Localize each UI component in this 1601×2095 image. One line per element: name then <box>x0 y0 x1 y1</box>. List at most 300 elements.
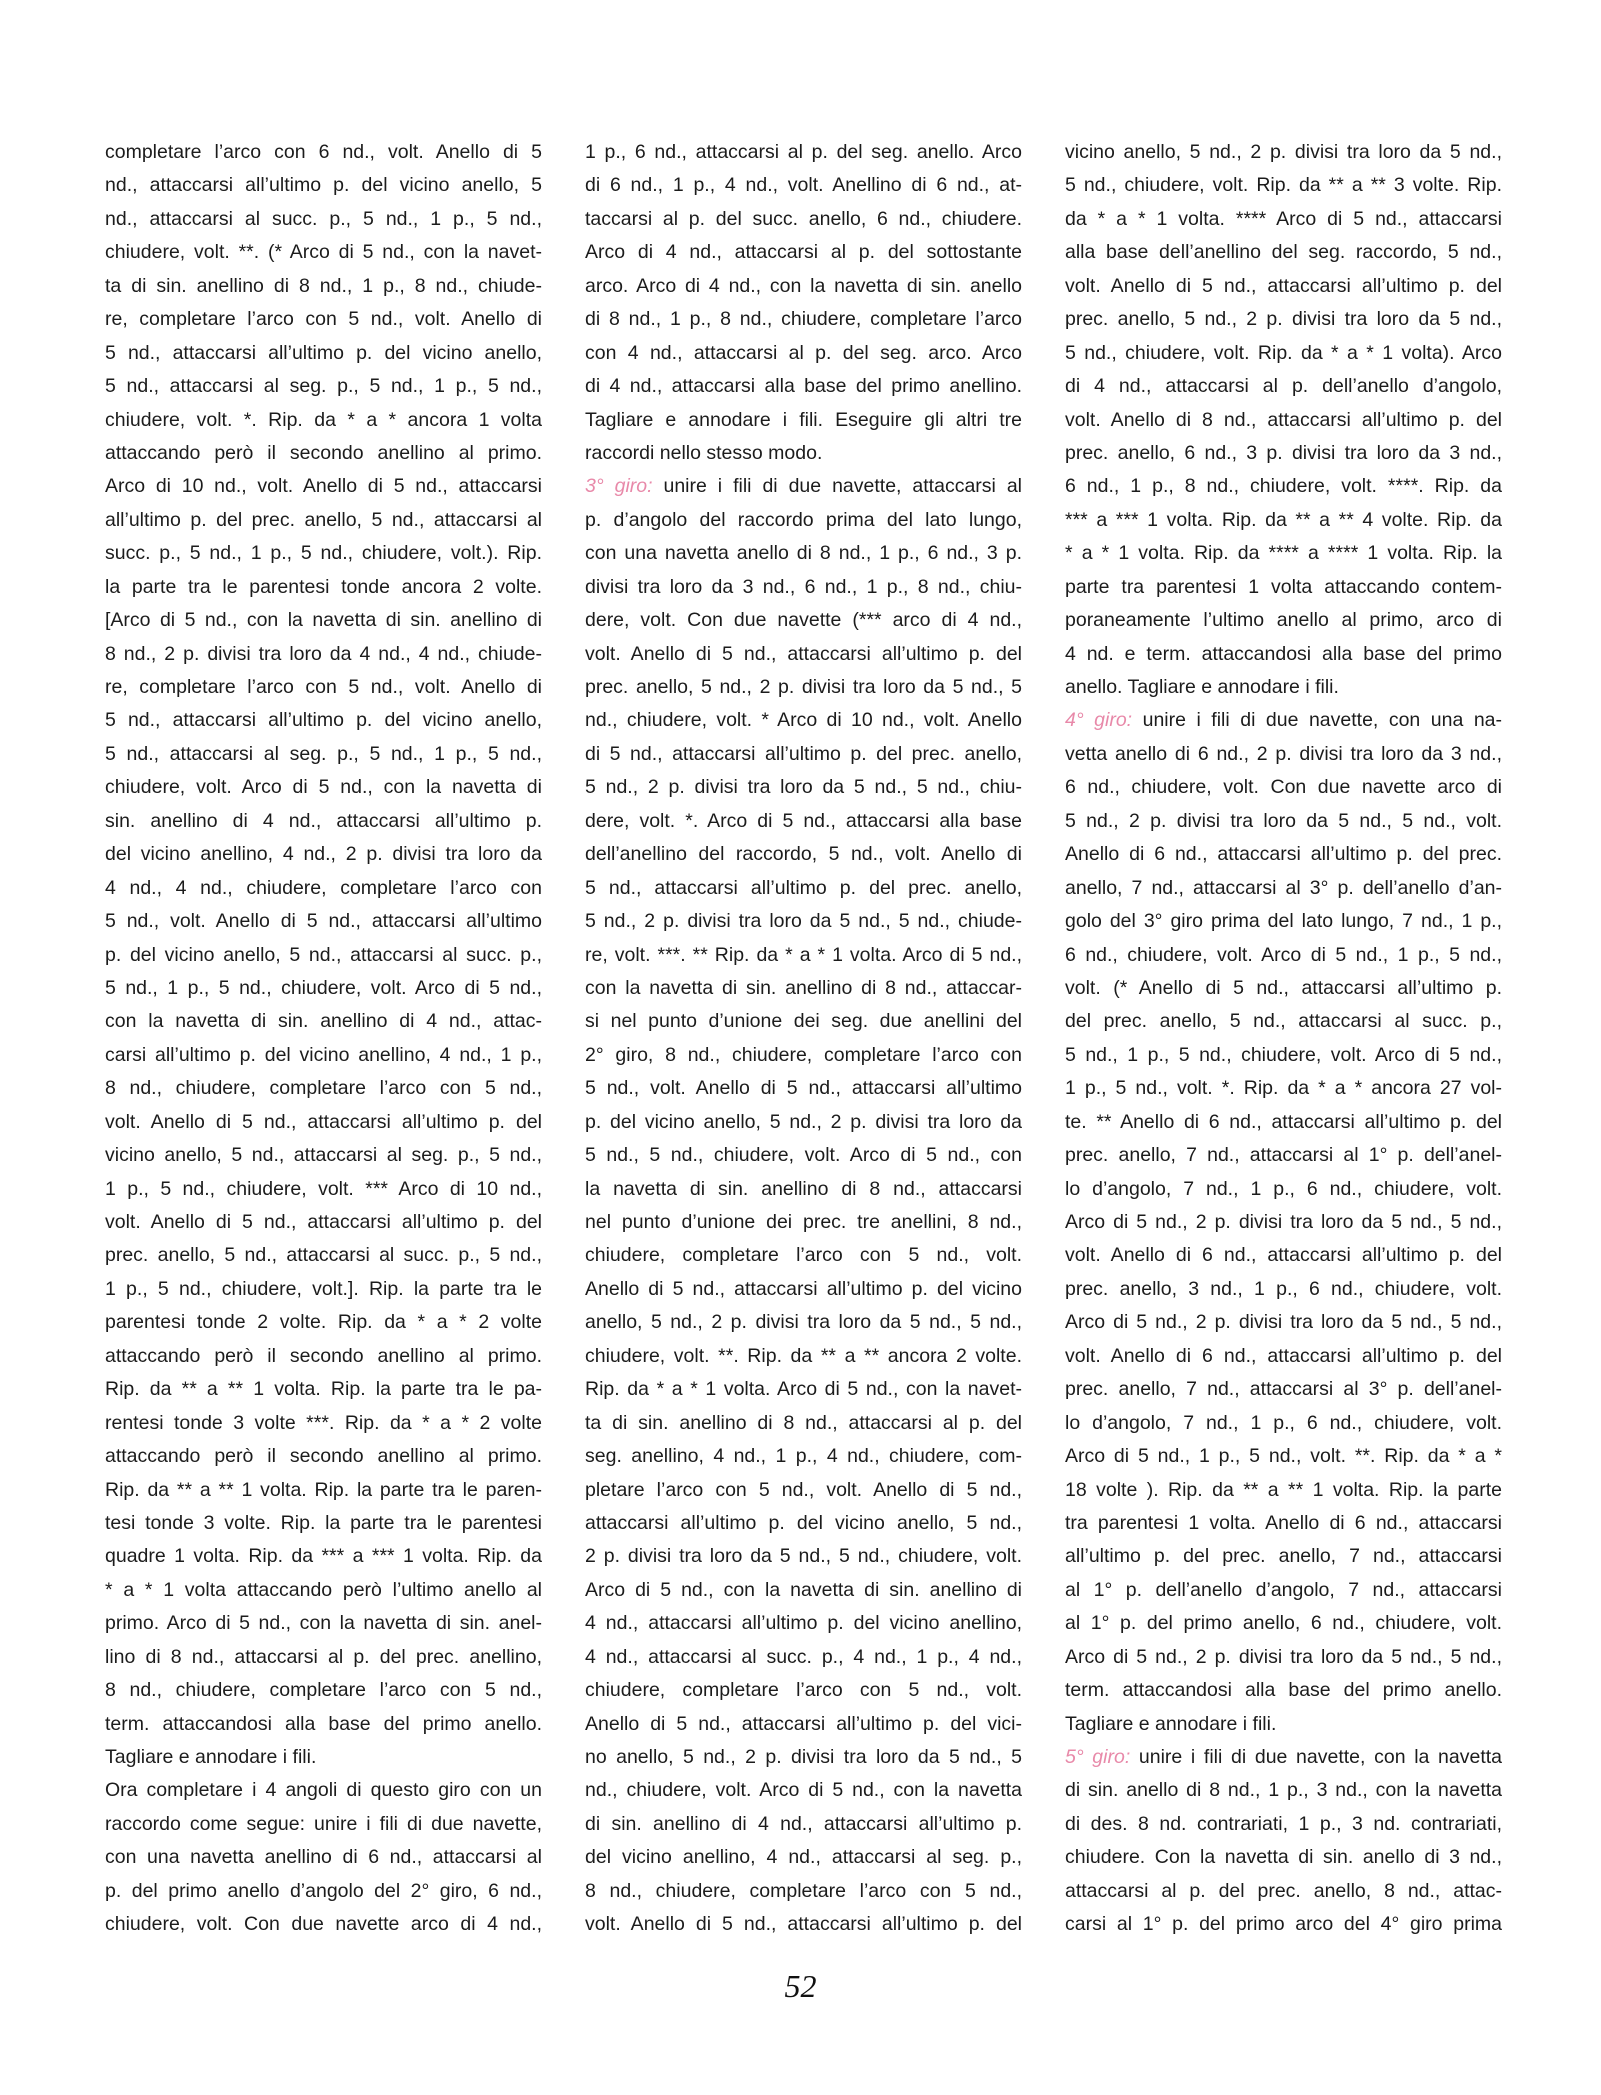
text-run: 4 nd., 4 nd., chiudere, completare l’arco con <box>105 876 542 899</box>
text-run: Tagliare e annodare i fili. Eseguire gli altri tre <box>585 408 1022 431</box>
text-run: attaccarsi al p. del prec. anello, 8 nd., attac- <box>1065 1879 1502 1902</box>
text-line <box>585 136 1022 169</box>
text-line <box>105 704 542 737</box>
text-run: rentesi tonde 3 volte ***. Rip. da * a * 2 volte <box>105 1411 542 1434</box>
text-line <box>105 1239 542 1272</box>
text-run: chiudere, volt. Arco di 5 nd., con la navetta di <box>105 776 542 799</box>
giro-heading: 5° giro: <box>1065 1746 1131 1768</box>
text-run: attaccando però il secondo anellino al primo. <box>105 1344 542 1367</box>
text-line <box>585 1407 1022 1440</box>
text-line <box>105 1407 542 1440</box>
text-line <box>105 1340 542 1373</box>
text-run: di 6 nd., 1 p., 4 nd., volt. Anellino di 6 nd., at- <box>585 174 1022 197</box>
text-line <box>1065 1841 1502 1874</box>
text-line <box>105 872 542 905</box>
text-line <box>585 1507 1022 1540</box>
text-line <box>1065 704 1502 737</box>
text-run: Arco di 4 nd., attaccarsi al p. del sottostante <box>585 241 1022 264</box>
text-line <box>105 671 542 704</box>
text-run: chiudere, volt. *. Rip. da * a * ancora 1 volta <box>105 408 542 431</box>
text-run: volt. Anello di 5 nd., attaccarsi all’ultimo p. del <box>1065 274 1502 297</box>
text-run: chiudere, volt. **. Rip. da ** a ** ancora 2 volte. <box>585 1344 1022 1367</box>
text-line <box>585 1774 1022 1807</box>
text-run: volt. Anello di 5 nd., attaccarsi all’ultimo p. del <box>105 1211 542 1233</box>
text-run: volt. Anello di 6 nd., attaccarsi all’ultimo p. del <box>1065 1244 1502 1267</box>
text-line <box>105 1206 542 1239</box>
text-run: 4 nd., attaccarsi all’ultimo p. del vicino anellino, <box>585 1612 1022 1635</box>
text-run: 5 nd., chiudere, volt. Rip. da * a * 1 volta). Arco <box>1065 341 1502 364</box>
text-run: 6 nd., chiudere, volt. Arco di 5 nd., 1 p., 5 nd., <box>1065 943 1502 966</box>
text-line <box>105 972 542 1005</box>
text-run: 5 nd., 1 p., 5 nd., chiudere, volt. Arco di 5 nd., <box>105 976 542 999</box>
text-run: tesi tonde 3 volte. Rip. la parte tra le parentesi <box>105 1511 542 1534</box>
text-line <box>585 1173 1022 1206</box>
text-line <box>585 1741 1022 1774</box>
text-line <box>585 1005 1022 1038</box>
article-text <box>105 136 1502 1942</box>
text-run: 1 p., 5 nd., volt. *. Rip. da * a * ancora 27 vol- <box>1065 1077 1502 1100</box>
text-line <box>585 1841 1022 1874</box>
text-run: nd., chiudere, volt. Arco di 5 nd., con la navetta <box>585 1779 1022 1802</box>
text-line <box>1065 805 1502 838</box>
text-run: vicino anello, 5 nd., attaccarsi al seg. p., 5 nd., <box>105 1144 542 1167</box>
text-line <box>1065 1507 1502 1540</box>
text-line <box>105 404 542 437</box>
text-line <box>105 1005 542 1038</box>
text-run: Rip. da * a * 1 volta. Arco di 5 nd., con la navet- <box>585 1378 1022 1401</box>
text-run: prec. anello, 7 nd., attaccarsi al 1° p. dell’anel- <box>1065 1144 1502 1167</box>
text-line <box>585 905 1022 938</box>
text-line <box>585 1273 1022 1306</box>
giro-heading: 3° giro: <box>585 475 653 498</box>
text-line <box>585 470 1022 503</box>
text-line <box>585 1574 1022 1607</box>
text-run: attaccarsi all’ultimo p. del vicino anello, 5 nd., <box>585 1511 1022 1534</box>
text-column-1 <box>105 136 542 1942</box>
text-line <box>105 1708 542 1741</box>
text-run: si nel punto d’unione dei seg. due anellini del <box>585 1010 1022 1033</box>
text-run: 5 nd., attaccarsi al seg. p., 5 nd., 1 p., 5 nd., <box>105 742 542 765</box>
text-run: no anello, 5 nd., 2 p. divisi tra loro da 5 nd., 5 <box>585 1746 1022 1768</box>
text-line <box>105 370 542 403</box>
text-line <box>585 805 1022 838</box>
text-run: 5 nd., 5 nd., chiudere, volt. Arco di 5 nd., con <box>585 1144 1022 1167</box>
text-line <box>1065 270 1502 303</box>
text-line <box>105 1741 542 1774</box>
text-run: nel punto d’unione dei prec. tre anellini, 8 nd., <box>585 1211 1022 1233</box>
text-line <box>105 604 542 637</box>
text-run: re, completare l’arco con 5 nd., volt. Anello di <box>105 308 542 331</box>
text-run: p. del vicino anello, 5 nd., attaccarsi al succ. p., <box>105 943 542 966</box>
text-line <box>1065 838 1502 871</box>
text-run: 2 p. divisi tra loro da 5 nd., 5 nd., chiudere, volt. <box>585 1545 1022 1568</box>
text-run: di 4 nd., attaccarsi alla base del primo anellino. <box>585 375 1022 398</box>
text-line <box>105 1273 542 1306</box>
text-run: del prec. anello, 5 nd., attaccarsi al succ. p., <box>1065 1010 1502 1033</box>
text-run: Anello di 5 nd., attaccarsi all’ultimo p. del vicino <box>585 1277 1022 1300</box>
text-line <box>585 337 1022 370</box>
text-run: 5 nd., volt. Anello di 5 nd., attaccarsi all’ultimo <box>585 1077 1022 1100</box>
text-line <box>1065 537 1502 570</box>
text-line <box>585 1641 1022 1674</box>
text-line <box>1065 470 1502 503</box>
text-line <box>1065 604 1502 637</box>
text-run: 5 nd., 1 p., 5 nd., chiudere, volt. Arco di 5 nd., <box>1065 1043 1502 1066</box>
text-line <box>1065 1173 1502 1206</box>
text-line <box>105 1507 542 1540</box>
text-run: con la navetta di sin. anellino di 8 nd., attaccar- <box>585 976 1022 999</box>
text-line <box>1065 1306 1502 1339</box>
text-run: succ. p., 5 nd., 1 p., 5 nd., chiudere, volt.). Rip. <box>105 542 542 565</box>
text-line <box>585 1306 1022 1339</box>
text-run: unire i fili di due navette, con una na- <box>1132 709 1502 732</box>
text-line <box>585 939 1022 972</box>
text-line <box>105 771 542 804</box>
text-run: alla base dell’anellino del seg. raccordo, 5 nd., <box>1065 241 1502 264</box>
text-run: con la navetta di sin. anellino di 4 nd., attac- <box>105 1010 542 1033</box>
text-line <box>1065 1908 1502 1941</box>
text-line <box>585 638 1022 671</box>
text-line <box>585 504 1022 537</box>
text-run: 1 p., 5 nd., chiudere, volt. *** Arco di 10 nd., <box>105 1177 542 1200</box>
text-run: 5 nd., attaccarsi all’ultimo p. del prec. anello, <box>585 876 1022 899</box>
text-line <box>585 1139 1022 1172</box>
text-run: con una navetta anello di 8 nd., 1 p., 6 nd., 3 p. <box>585 542 1022 565</box>
text-line <box>1065 1574 1502 1607</box>
text-run: seg. anellino, 4 nd., 1 p., 4 nd., chiudere, com- <box>585 1445 1022 1468</box>
text-line <box>105 337 542 370</box>
text-run: Arco di 5 nd., 2 p. divisi tra loro da 5 nd., 5 nd., <box>1065 1645 1502 1668</box>
text-line <box>585 1072 1022 1105</box>
text-run: anello, 7 nd., attaccarsi al 3° p. dell’anello d’an- <box>1065 876 1502 899</box>
text-run: parentesi tonde 2 volte. Rip. da * a * 2 volte <box>105 1311 542 1334</box>
text-run: sin. anellino di 4 nd., attaccarsi all’ultimo p. <box>105 809 542 832</box>
text-line <box>1065 1774 1502 1807</box>
text-line <box>1065 1607 1502 1640</box>
text-run: dere, volt. *. Arco di 5 nd., attaccarsi alla base <box>585 809 1022 832</box>
text-run: 5 nd., attaccarsi all’ultimo p. del vicino anello, <box>105 709 542 732</box>
text-column-3 <box>1065 136 1502 1942</box>
text-run: re, volt. ***. ** Rip. da * a * 1 volta. Arco di 5 nd., <box>585 943 1022 966</box>
text-run: 5 nd., attaccarsi all’ultimo p. del vicino anello, <box>105 341 542 364</box>
text-line <box>585 1808 1022 1841</box>
text-line <box>585 1708 1022 1741</box>
text-run: prec. anello, 6 nd., 3 p. divisi tra loro da 3 nd., <box>1065 441 1502 464</box>
text-line <box>105 1808 542 1841</box>
text-run: completare l’arco con 6 nd., volt. Anello di 5 <box>105 141 542 163</box>
text-run: con 4 nd., attaccarsi al p. del seg. arco. Arco <box>585 341 1022 364</box>
text-line <box>585 303 1022 336</box>
text-line <box>1065 638 1502 671</box>
text-run: all’ultimo p. del prec. anello, 5 nd., attaccarsi al <box>105 508 542 531</box>
text-line <box>1065 169 1502 202</box>
text-run: attaccando però il secondo anellino al primo. <box>105 441 542 464</box>
text-line <box>1065 136 1502 169</box>
text-run: arco. Arco di 4 nd., con la navetta di sin. anello <box>585 274 1022 297</box>
text-run: raccordo come segue: unire i fili di due navette, <box>105 1812 542 1835</box>
text-run: lo d’angolo, 7 nd., 1 p., 6 nd., chiudere, volt. <box>1065 1411 1502 1434</box>
text-line <box>105 169 542 202</box>
text-run: ta di sin. anellino di 8 nd., 1 p., 8 nd., chiude- <box>105 274 542 297</box>
text-line <box>1065 504 1502 537</box>
text-line <box>1065 1474 1502 1507</box>
text-run: vicino anello, 5 nd., 2 p. divisi tra loro da 5 nd., <box>1065 141 1502 163</box>
text-run: 1 p., 5 nd., chiudere, volt.]. Rip. la parte tra le <box>105 1277 542 1300</box>
text-run: 4 nd. e term. attaccandosi alla base del primo <box>1065 642 1502 665</box>
text-run: volt. (* Anello di 5 nd., attaccarsi all’ultimo p. <box>1065 976 1502 999</box>
text-run: la parte tra le parentesi tonde ancora 2 volte. <box>105 575 542 598</box>
text-run: prec. anello, 3 nd., 1 p., 6 nd., chiudere, volt. <box>1065 1277 1502 1300</box>
text-line <box>105 1306 542 1339</box>
text-line <box>1065 1206 1502 1239</box>
text-line <box>585 169 1022 202</box>
text-run: vetta anello di 6 nd., 2 p. divisi tra loro da 3 nd., <box>1065 742 1502 765</box>
text-line <box>1065 905 1502 938</box>
text-run: 5 nd., 2 p. divisi tra loro da 5 nd., 5 nd., chiude- <box>585 910 1022 933</box>
text-line <box>585 537 1022 570</box>
text-run: 8 nd., 2 p. divisi tra loro da 4 nd., 4 nd., chiude- <box>105 642 542 665</box>
text-line <box>105 1607 542 1640</box>
text-run: 2° giro, 8 nd., chiudere, completare l’arco con <box>585 1043 1022 1066</box>
text-run: di 8 nd., 1 p., 8 nd., chiudere, completare l’arco <box>585 308 1022 331</box>
text-line <box>1065 404 1502 437</box>
text-line <box>1065 972 1502 1005</box>
text-line <box>1065 1440 1502 1473</box>
text-line <box>1065 370 1502 403</box>
text-line <box>585 604 1022 637</box>
text-run: 8 nd., chiudere, completare l’arco con 5 nd., <box>585 1879 1022 1902</box>
text-line <box>585 370 1022 403</box>
text-line <box>1065 671 1502 704</box>
text-line <box>1065 1239 1502 1272</box>
text-line <box>105 303 542 336</box>
text-line <box>105 236 542 269</box>
text-line <box>1065 771 1502 804</box>
text-run: volt. Anello di 8 nd., attaccarsi all’ultimo p. del <box>1065 408 1502 431</box>
text-line <box>585 972 1022 1005</box>
text-run: di 4 nd., attaccarsi al p. dell’anello d’angolo, <box>1065 375 1502 398</box>
text-run: Tagliare e annodare i fili. <box>105 1746 317 1768</box>
text-run: nd., chiudere, volt. * Arco di 10 nd., volt. Anello <box>585 709 1022 732</box>
text-run: 5 nd., volt. Anello di 5 nd., attaccarsi all’ultimo <box>105 910 542 933</box>
text-line <box>105 537 542 570</box>
text-run: Arco di 5 nd., 2 p. divisi tra loro da 5 nd., 5 nd., <box>1065 1311 1502 1334</box>
text-line <box>585 236 1022 269</box>
text-run: Anello di 5 nd., attaccarsi all’ultimo p. del vici- <box>585 1712 1022 1735</box>
text-run: anello. Tagliare e annodare i fili. <box>1065 676 1339 698</box>
giro-heading: 4° giro: <box>1065 709 1133 732</box>
text-line <box>585 1540 1022 1573</box>
text-run: te. ** Anello di 6 nd., attaccarsi all’ultimo p. del <box>1065 1110 1502 1133</box>
text-line <box>1065 738 1502 771</box>
text-line <box>105 838 542 871</box>
text-line <box>1065 1273 1502 1306</box>
text-run: Arco di 10 nd., volt. Anello di 5 nd., attaccarsi <box>105 475 542 498</box>
text-line <box>105 1440 542 1473</box>
text-run: [Arco di 5 nd., con la navetta di sin. anellino di <box>105 609 542 632</box>
text-line <box>585 738 1022 771</box>
text-run: parte tra parentesi 1 volta attaccando contem- <box>1065 575 1502 598</box>
text-run: all’ultimo p. del prec. anello, 7 nd., attaccarsi <box>1065 1545 1502 1568</box>
text-line <box>105 1139 542 1172</box>
text-run: del vicino anellino, 4 nd., 2 p. divisi tra loro da <box>105 843 542 866</box>
text-run: tra parentesi 1 volta. Anello di 6 nd., attaccarsi <box>1065 1511 1502 1534</box>
text-line <box>105 1875 542 1908</box>
text-line <box>585 1674 1022 1707</box>
text-run: unire i fili di due navette, con la navetta <box>1130 1746 1502 1768</box>
text-run: volt. Anello di 6 nd., attaccarsi all’ultimo p. del <box>1065 1344 1502 1367</box>
text-run: pletare l’arco con 5 nd., volt. Anello di 5 nd., <box>585 1478 1022 1501</box>
text-run: lo d’angolo, 7 nd., 1 p., 6 nd., chiudere, volt. <box>1065 1177 1502 1200</box>
text-run: 5 nd., 2 p. divisi tra loro da 5 nd., 5 nd., chiu- <box>585 776 1022 799</box>
text-line <box>585 1440 1022 1473</box>
text-run: di des. 8 nd. contrariati, 1 p., 3 nd. contrariati, <box>1065 1812 1502 1835</box>
text-line <box>1065 939 1502 972</box>
text-column-2 <box>585 136 1022 1942</box>
text-run: 6 nd., chiudere, volt. Con due navette arco di <box>1065 776 1502 799</box>
text-run: prec. anello, 5 nd., attaccarsi al succ. p., 5 nd., <box>105 1244 542 1267</box>
text-line <box>1065 1708 1502 1741</box>
text-run: carsi all’ultimo p. del vicino anellino, 4 nd., 1 p., <box>105 1043 542 1066</box>
text-run: p. del primo anello d’angolo del 2° giro, 6 nd., <box>105 1879 542 1902</box>
text-run: prec. anello, 5 nd., 2 p. divisi tra loro da 5 nd., 5 <box>585 676 1022 698</box>
text-line <box>1065 1741 1502 1774</box>
text-run: taccarsi al p. del succ. anello, 6 nd., chiudere. <box>585 207 1022 230</box>
text-line <box>585 704 1022 737</box>
text-line <box>585 203 1022 236</box>
text-run: chiudere, completare l’arco con 5 nd., volt. <box>585 1679 1022 1702</box>
text-run: Arco di 5 nd., 1 p., 5 nd., volt. **. Rip. da * a * <box>1065 1445 1502 1468</box>
text-run: p. d’angolo del raccordo prima del lato lungo, <box>585 508 1022 531</box>
text-line <box>105 1072 542 1105</box>
text-run: 4 nd., attaccarsi al succ. p., 4 nd., 1 p., 4 nd., <box>585 1645 1022 1668</box>
text-line <box>585 1206 1022 1239</box>
text-run: da * a * 1 volta. **** Arco di 5 nd., attaccarsi <box>1065 207 1502 230</box>
text-line <box>105 1574 542 1607</box>
text-line <box>1065 1039 1502 1072</box>
text-line <box>105 1039 542 1072</box>
text-line <box>585 1340 1022 1373</box>
text-line <box>585 1908 1022 1941</box>
text-run: nd., attaccarsi all’ultimo p. del vicino anello, 5 <box>105 174 542 197</box>
text-line <box>105 437 542 470</box>
text-run: 5 nd., chiudere, volt. Rip. da ** a ** 3 volte. Rip. <box>1065 174 1502 197</box>
text-run: Ora completare i 4 angoli di questo giro con un <box>105 1779 542 1802</box>
text-run: la navetta di sin. anellino di 8 nd., attaccarsi <box>585 1177 1022 1200</box>
text-line <box>1065 303 1502 336</box>
text-run: prec. anello, 7 nd., attaccarsi al 3° p. dell’anel- <box>1065 1378 1502 1401</box>
text-run: golo del 3° giro prima del lato lungo, 7 nd., 1 p., <box>1065 910 1502 933</box>
text-line <box>105 1774 542 1807</box>
text-run: ta di sin. anellino di 8 nd., attaccarsi al p. del <box>585 1411 1022 1434</box>
text-run: prec. anello, 5 nd., 2 p. divisi tra loro da 5 nd., <box>1065 308 1502 331</box>
text-run: unire i fili di due navette, attaccarsi al <box>652 475 1022 498</box>
text-line <box>1065 1005 1502 1038</box>
text-run: 6 nd., 1 p., 8 nd., chiudere, volt. ****. Rip. da <box>1065 475 1502 498</box>
text-run: * a * 1 volta. Rip. da **** a **** 1 volta. Rip. la <box>1065 542 1502 565</box>
text-line <box>1065 1139 1502 1172</box>
text-line <box>585 1474 1022 1507</box>
text-line <box>105 136 542 169</box>
text-run: Tagliare e annodare i fili. <box>1065 1712 1277 1735</box>
text-run: term. attaccandosi alla base del primo anello. <box>105 1712 542 1735</box>
text-line <box>105 470 542 503</box>
text-run: carsi al 1° p. del primo arco del 4° giro prima <box>1065 1913 1502 1936</box>
text-run: re, completare l’arco con 5 nd., volt. Anello di <box>105 676 542 698</box>
text-run: volt. Anello di 5 nd., attaccarsi all’ultimo p. del <box>585 642 1022 665</box>
text-line <box>1065 1072 1502 1105</box>
text-run: 5 nd., attaccarsi al seg. p., 5 nd., 1 p., 5 nd., <box>105 375 542 398</box>
text-line <box>1065 437 1502 470</box>
text-line <box>1065 1106 1502 1139</box>
text-line <box>105 1641 542 1674</box>
text-line <box>105 738 542 771</box>
text-run: chiudere, volt. **. (* Arco di 5 nd., con la navet- <box>105 241 542 264</box>
text-line <box>105 203 542 236</box>
text-line <box>585 872 1022 905</box>
text-run: * a * 1 volta attaccando però l’ultimo anello al <box>105 1578 542 1601</box>
text-run: quadre 1 volta. Rip. da *** a *** 1 volta. Rip. da <box>105 1545 542 1568</box>
text-run: primo. Arco di 5 nd., con la navetta di sin. anel- <box>105 1612 542 1635</box>
page-number: 52 <box>784 1968 817 2004</box>
text-run: p. del vicino anello, 5 nd., 2 p. divisi tra loro da <box>585 1110 1022 1133</box>
text-line <box>585 404 1022 437</box>
text-line <box>105 270 542 303</box>
text-run: term. attaccandosi alla base del primo anello. <box>1065 1679 1502 1702</box>
text-run: chiudere, volt. Con due navette arco di 4 nd., <box>105 1913 542 1936</box>
text-line <box>105 1908 542 1941</box>
text-line <box>1065 236 1502 269</box>
text-run: *** a *** 1 volta. Rip. da ** a ** 4 volte. Rip. da <box>1065 508 1502 531</box>
text-run: volt. Anello di 5 nd., attaccarsi all’ultimo p. del <box>105 1110 542 1133</box>
text-run: Arco di 5 nd., con la navetta di sin. anellino di <box>585 1578 1022 1601</box>
text-line <box>105 1540 542 1573</box>
text-line <box>585 1875 1022 1908</box>
text-line <box>1065 1340 1502 1373</box>
text-run: chiudere, completare l’arco con 5 nd., volt. <box>585 1244 1022 1267</box>
text-run: del vicino anellino, 4 nd., attaccarsi al seg. p., <box>585 1846 1022 1869</box>
text-line <box>105 1106 542 1139</box>
text-run: Rip. da ** a ** 1 volta. Rip. la parte tra le pa- <box>105 1378 542 1401</box>
text-run: dell’anellino del raccordo, 5 nd., volt. Anello di <box>585 843 1022 866</box>
text-line <box>1065 571 1502 604</box>
text-run: raccordi nello stesso modo. <box>585 441 823 464</box>
text-run: volt. Anello di 5 nd., attaccarsi all’ultimo p. del <box>585 1913 1022 1936</box>
text-run: 1 p., 6 nd., attaccarsi al p. del seg. anello. Arco <box>585 141 1022 163</box>
text-line <box>585 437 1022 470</box>
text-line <box>105 905 542 938</box>
text-run: 18 volte ). Rip. da ** a ** 1 volta. Rip. la parte <box>1065 1478 1502 1501</box>
text-line <box>1065 872 1502 905</box>
text-line <box>105 805 542 838</box>
text-run: con una navetta anellino di 6 nd., attaccarsi al <box>105 1846 542 1869</box>
text-line <box>585 1239 1022 1272</box>
text-run: nd., attaccarsi al succ. p., 5 nd., 1 p., 5 nd., <box>105 207 542 230</box>
text-line <box>585 1039 1022 1072</box>
text-run: Anello di 6 nd., attaccarsi all’ultimo p. del prec. <box>1065 843 1502 866</box>
text-line <box>105 939 542 972</box>
text-run: al 1° p. dell’anello d’angolo, 7 nd., attaccarsi <box>1065 1578 1502 1601</box>
text-line <box>585 671 1022 704</box>
text-line <box>1065 1540 1502 1573</box>
text-line <box>1065 203 1502 236</box>
text-line <box>585 838 1022 871</box>
text-line <box>1065 1373 1502 1406</box>
text-line <box>105 571 542 604</box>
text-line <box>105 1841 542 1874</box>
text-run: divisi tra loro da 3 nd., 6 nd., 1 p., 8 nd., chiu- <box>585 575 1022 598</box>
text-line <box>105 1373 542 1406</box>
